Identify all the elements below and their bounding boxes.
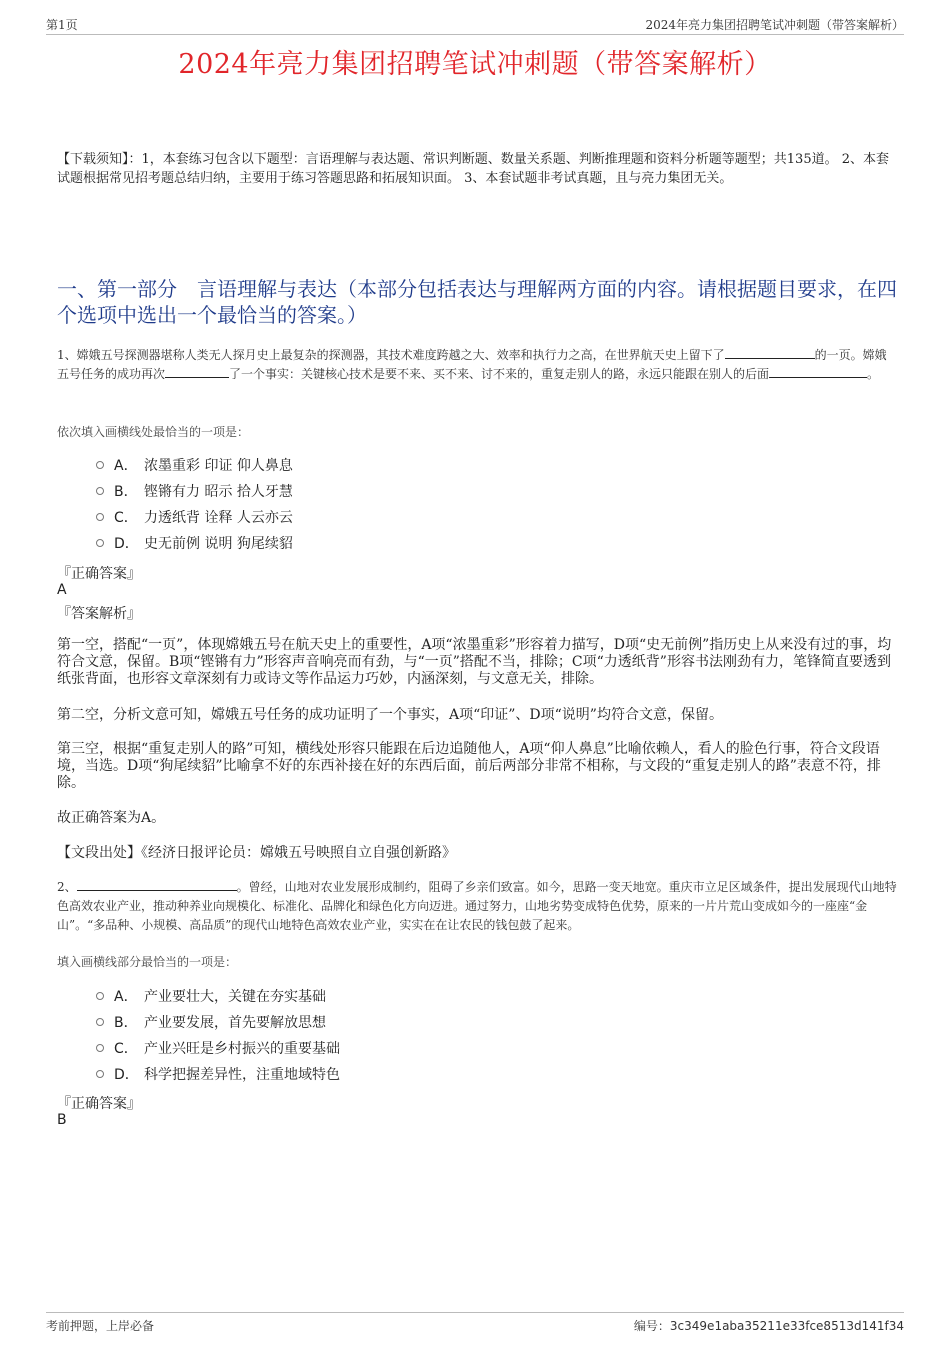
analysis-paragraph-2: 第二空，分析文意可知，嫦娥五号任务的成功证明了一个事实，A项“印证”、D项“说明”均符合文意，保留。	[57, 707, 723, 723]
radio-icon[interactable]	[96, 1044, 104, 1052]
question-2-options	[96, 983, 340, 1087]
question-1-text-part2: 的一页。嫦娥五号任务的成功再次	[57, 348, 887, 381]
option-a[interactable]: A． 产业要壮大，关键在夯实基础	[96, 983, 340, 1009]
option-c[interactable]: C． 力透纸背 诠释 人云亦云	[96, 504, 293, 530]
blank-3	[769, 365, 867, 378]
blank-1	[725, 346, 815, 359]
question-1-prompt: 依次填入画横线处最恰当的一项是：	[57, 425, 250, 439]
question-1-options	[96, 452, 293, 556]
question-2-text	[57, 878, 898, 935]
section-heading: 一、第一部分 言语理解与表达（本部分包括表达与理解两方面的内容。请根据题目要求，在四个选项中选出一个最恰当的答案。）	[57, 277, 897, 327]
analysis-paragraph-1: 第一空，搭配“一页”，体现嫦娥五号在航天史上的重要性，A项“浓墨重彩”形容着力描写，D项“史无前例”指历史上从来没有过的事，均符合文意，保留。B项“铿锵有力”形容声音响亮而有劲，与“一页”搭配不当，排除；C项“力透纸背”形容书法刚劲有力，笔锋简直要透到纸张背面，也形容文章深刻有力或诗文等作品运力巧妙，内涵深刻，与文意无关，排除。	[57, 637, 892, 687]
source-citation: 【文段出处】《经济日报评论员：嫦娥五号映照自立自强创新路》	[57, 845, 456, 861]
download-notice: 【下载须知】：1，本套练习包含以下题型：言语理解与表达题、常识判断题、数量关系题、判断推理题和资料分析题等题型；共135道。 2、本套试题根据常见招考题总结归纳，主要用于练习答题思路和拓展知识面。 3、本套试题非考试真题，且与亮力集团无关。	[57, 152, 889, 186]
analysis-label: 『答案解析』	[57, 606, 141, 622]
document-code: 3c349e1aba35211e33fce8513d141f34	[669, 1319, 904, 1333]
blank-4	[77, 878, 237, 891]
option-d[interactable]: D． 科学把握差异性，注重地域特色	[96, 1061, 340, 1087]
question-1-text	[57, 346, 898, 384]
question-1-text-part3: 了一个事实：关键核心技术是要不来、买不来、讨不来的，重复走别人的路，永远只能跟在别人的后面	[229, 367, 770, 381]
radio-icon[interactable]	[96, 487, 104, 495]
radio-icon[interactable]	[96, 1018, 104, 1026]
analysis-paragraph-3: 第三空，根据“重复走别人的路”可知，横线处形容只能跟在后边追随他人，A项“仰人鼻息”比喻依赖人，看人的脸色行事，符合文段语境，当选。D项“狗尾续貂”比喻拿不好的东西补接在好的东西后面，前后两部分非常不相称，与文段的“重复走别人的路”表意不符，排除。	[57, 741, 881, 791]
question-1-text-part1: 1、嫦娥五号探测器堪称人类无人探月史上最复杂的探测器，其技术难度跨越之大、效率和执行力之高，在世界航天史上留下了	[57, 348, 725, 362]
footer-code: 编号：3c349e1aba35211e33fce8513d141f34	[633, 1319, 904, 1333]
page-header	[46, 14, 904, 35]
question-2-prompt: 填入画横线部分最恰当的一项是：	[57, 955, 238, 969]
option-b[interactable]: B． 产业要发展，首先要解放思想	[96, 1009, 340, 1035]
analysis-conclusion: 故正确答案为A。	[57, 810, 166, 826]
blank-2	[165, 365, 229, 378]
correct-answer-value: A	[57, 582, 67, 598]
page-footer	[46, 1312, 904, 1335]
question-1-text-part4: 。	[867, 367, 880, 381]
correct-answer-value: B	[57, 1112, 67, 1128]
correct-answer-label: 『正确答案』	[57, 566, 141, 582]
footer-slogan: 考前押题，上岸必备	[46, 1319, 155, 1333]
header-doc-title: 2024年亮力集团招聘笔试冲刺题（带答案解析）	[645, 18, 904, 32]
radio-icon[interactable]	[96, 539, 104, 547]
radio-icon[interactable]	[96, 461, 104, 469]
radio-icon[interactable]	[96, 1070, 104, 1078]
page-title: 2024年亮力集团招聘笔试冲刺题（带答案解析）	[178, 49, 772, 80]
radio-icon[interactable]	[96, 513, 104, 521]
question-2-text-part1: 2、	[57, 880, 77, 894]
radio-icon[interactable]	[96, 992, 104, 1000]
page-number: 第1页	[46, 18, 78, 32]
option-c[interactable]: C． 产业兴旺是乡村振兴的重要基础	[96, 1035, 340, 1061]
option-b[interactable]: B． 铿锵有力 昭示 拾人牙慧	[96, 478, 293, 504]
option-a[interactable]: A． 浓墨重彩 印证 仰人鼻息	[96, 452, 293, 478]
option-d[interactable]: D． 史无前例 说明 狗尾续貂	[96, 530, 293, 556]
question-2-text-part2: 。曾经，山地对农业发展形成制约，阻碍了乡亲们致富。如今，思路一变天地宽。重庆市立足区域条件，提出发展现代山地特色高效农业产业，推动种养业向规模化、标准化、品牌化和绿色化方向迈进。通过努力，山地劣势变成特色优势，原来的一片片荒山变成如今的一座座“金山”。“多品种、小规模、高品质”的现代山地特色高效农业产业，实实在在让农民的钱包鼓了起来。	[57, 880, 897, 932]
correct-answer-label: 『正确答案』	[57, 1096, 141, 1112]
